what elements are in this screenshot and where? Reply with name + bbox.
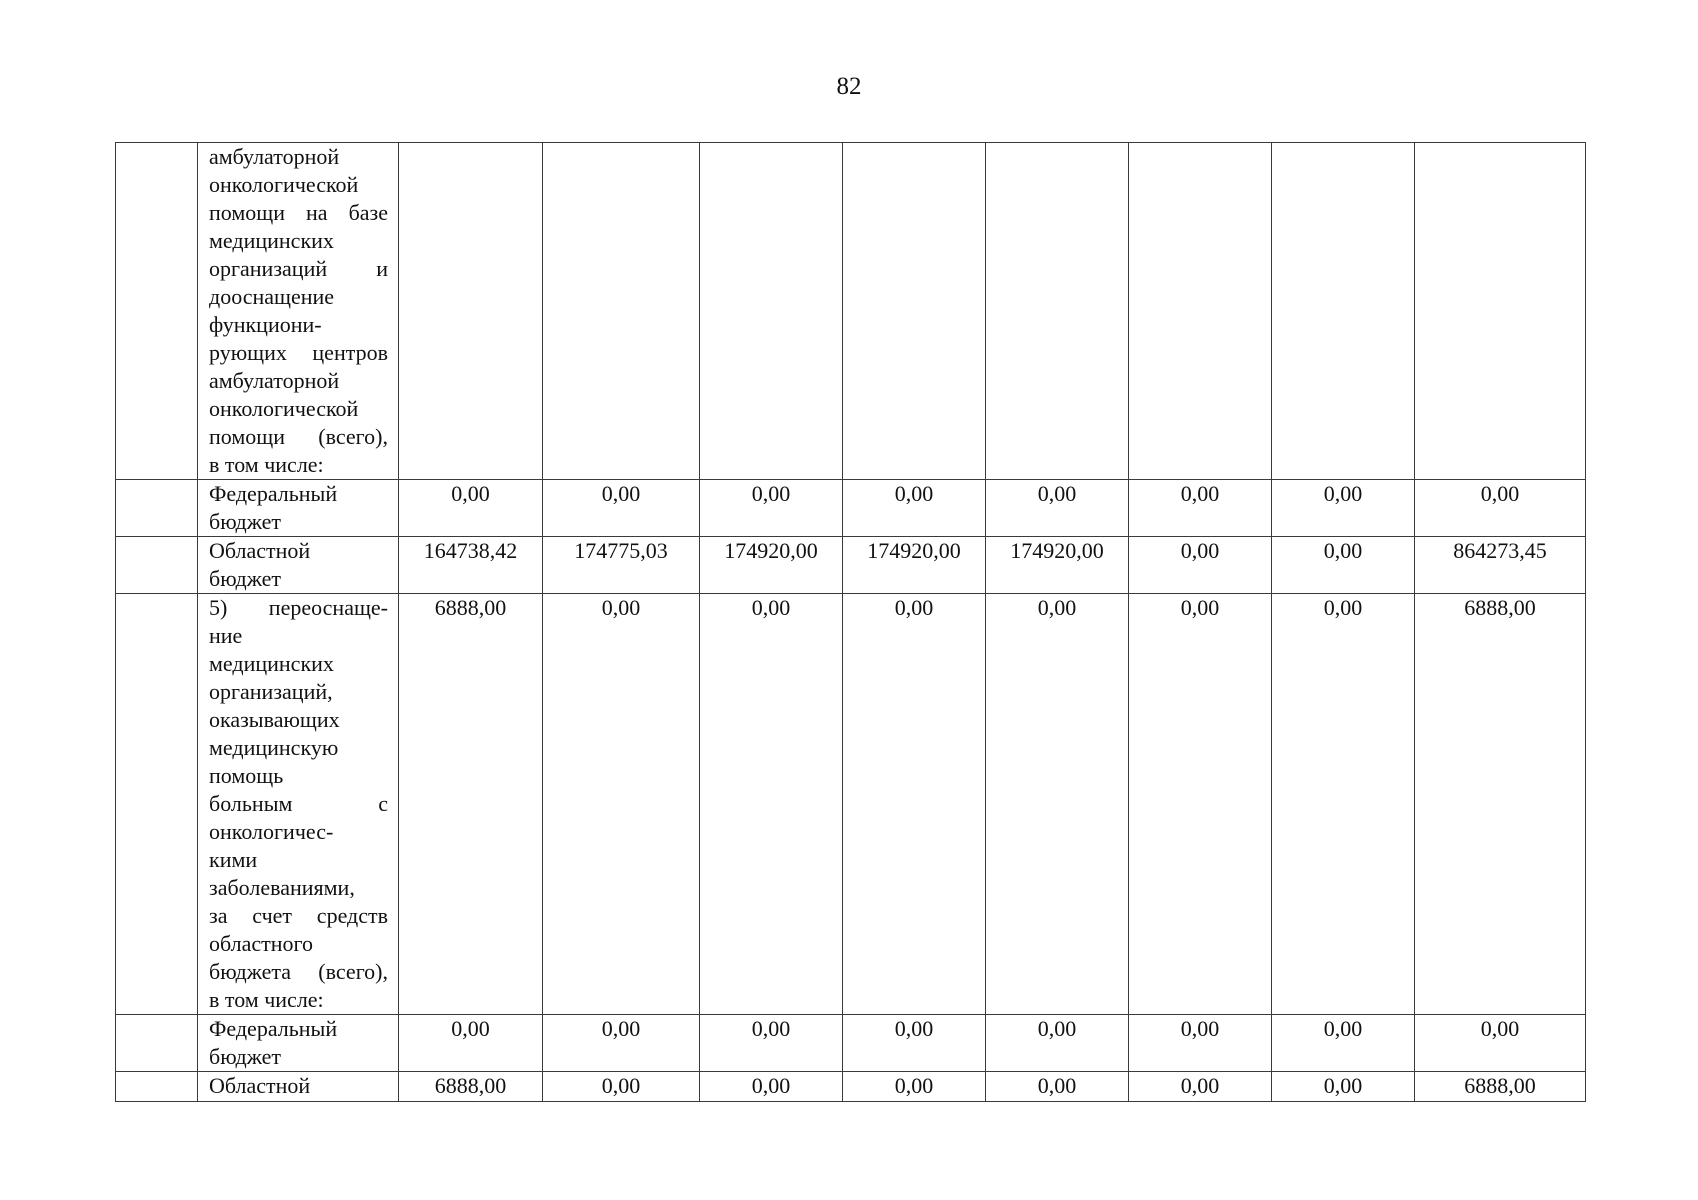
row-index-cell [116,480,198,537]
row-name-line: медицинских [209,651,334,676]
row-name-line: бюджет [209,1044,281,1069]
table-row [116,594,1586,1015]
value-cell-col-7 [1272,143,1415,480]
value-cell-col-5 [986,143,1129,480]
row-name-line: бюджет [209,509,281,534]
row-name-line: областного [209,931,314,956]
row-index-cell [116,594,198,1015]
value-cell-col-8: 0,00 [1415,480,1586,537]
value-cell-col-4: 0,00 [843,594,986,1015]
row-name-cell [198,1072,399,1102]
row-name-line: бюджета (всего), [209,959,388,984]
row-name-line: помощи (всего), [209,424,388,449]
value-cell-col-4 [843,143,986,480]
value-cell-col-7: 0,00 [1272,480,1415,537]
value-cell-col-3: 0,00 [700,1072,843,1102]
row-name-line: амбулаторной [209,368,340,393]
row-index-cell [116,143,198,480]
row-name-line: ние [209,623,243,648]
value-cell-col-3: 0,00 [700,1015,843,1072]
row-name-line: за счет средств [209,903,388,928]
row-name-line: функциони- [209,312,322,337]
row-index-cell [116,537,198,594]
row-name-line: больным с [209,791,388,816]
value-cell-col-2: 174775,03 [543,537,700,594]
row-name-cell [198,143,399,480]
value-cell-col-1: 164738,42 [399,537,543,594]
table-row [116,1072,1586,1102]
row-name-cell [198,594,399,1015]
value-cell-col-3 [700,143,843,480]
value-cell-col-4: 0,00 [843,1072,986,1102]
value-cell-col-7: 0,00 [1272,1072,1415,1102]
row-name-line: 5) переоснаще- [209,595,388,620]
budget-table [115,142,1586,1102]
row-name-line: в том числе: [209,987,324,1012]
value-cell-col-1: 0,00 [399,480,543,537]
value-cell-col-1: 6888,00 [399,1072,543,1102]
value-cell-col-1 [399,143,543,480]
value-cell-col-6: 0,00 [1129,537,1272,594]
row-name-line: оказывающих [209,707,340,732]
value-cell-col-2: 0,00 [543,1072,700,1102]
row-name-line: Федеральный [209,481,338,506]
value-cell-col-2: 0,00 [543,1015,700,1072]
row-name-line: бюджет [209,566,281,591]
value-cell-col-7: 0,00 [1272,537,1415,594]
value-cell-col-4: 0,00 [843,480,986,537]
value-cell-col-8: 864273,45 [1415,537,1586,594]
value-cell-col-1: 6888,00 [399,594,543,1015]
row-name-cell [198,1015,399,1072]
value-cell-col-5: 0,00 [986,480,1129,537]
row-name-cell [198,537,399,594]
value-cell-col-3: 174920,00 [700,537,843,594]
value-cell-col-3: 0,00 [700,594,843,1015]
row-name-cell [198,480,399,537]
value-cell-col-8: 0,00 [1415,1015,1586,1072]
row-name-line: онкологической [209,396,359,421]
row-name-line: медицинских [209,228,334,253]
row-name-line: организаций и [209,256,388,281]
value-cell-col-2: 0,00 [543,594,700,1015]
row-name-line: онкологичес- [209,819,334,844]
value-cell-col-2: 0,00 [543,480,700,537]
value-cell-col-3: 0,00 [700,480,843,537]
row-name-line: кими [209,847,258,872]
value-cell-col-7: 0,00 [1272,594,1415,1015]
row-name-line: рующих центров [209,340,388,365]
value-cell-col-4: 174920,00 [843,537,986,594]
row-name-line: помощь [209,763,284,788]
value-cell-col-6: 0,00 [1129,594,1272,1015]
table-row [116,143,1586,480]
value-cell-col-5: 174920,00 [986,537,1129,594]
value-cell-col-6: 0,00 [1129,1072,1272,1102]
value-cell-col-1: 0,00 [399,1015,543,1072]
page-number: 82 [836,73,862,100]
row-name-line: Федеральный [209,1016,338,1041]
row-name-line: амбулаторной [209,144,340,169]
row-name-line: Областной [209,538,311,563]
row-name-line: организаций, [209,679,333,704]
row-name-line: медицинскую [209,735,339,760]
value-cell-col-6: 0,00 [1129,1015,1272,1072]
value-cell-col-6: 0,00 [1129,480,1272,537]
value-cell-col-5: 0,00 [986,594,1129,1015]
row-name-line: дооснащение [209,284,335,309]
table-row [116,537,1586,594]
value-cell-col-5: 0,00 [986,1072,1129,1102]
row-name-line: помощи на базе [209,200,388,225]
value-cell-col-2 [543,143,700,480]
value-cell-col-8 [1415,143,1586,480]
row-name-line: Областной [209,1073,311,1098]
value-cell-col-8: 6888,00 [1415,594,1586,1015]
table-row [116,480,1586,537]
row-name-line: онкологической [209,172,359,197]
value-cell-col-8: 6888,00 [1415,1072,1586,1102]
row-index-cell [116,1072,198,1102]
table-body [116,143,1586,1102]
row-index-cell [116,1015,198,1072]
value-cell-col-7: 0,00 [1272,1015,1415,1072]
row-name-line: заболеваниями, [209,875,355,900]
value-cell-col-6 [1129,143,1272,480]
table-row [116,1015,1586,1072]
row-name-line: в том числе: [209,452,324,477]
value-cell-col-4: 0,00 [843,1015,986,1072]
value-cell-col-5: 0,00 [986,1015,1129,1072]
